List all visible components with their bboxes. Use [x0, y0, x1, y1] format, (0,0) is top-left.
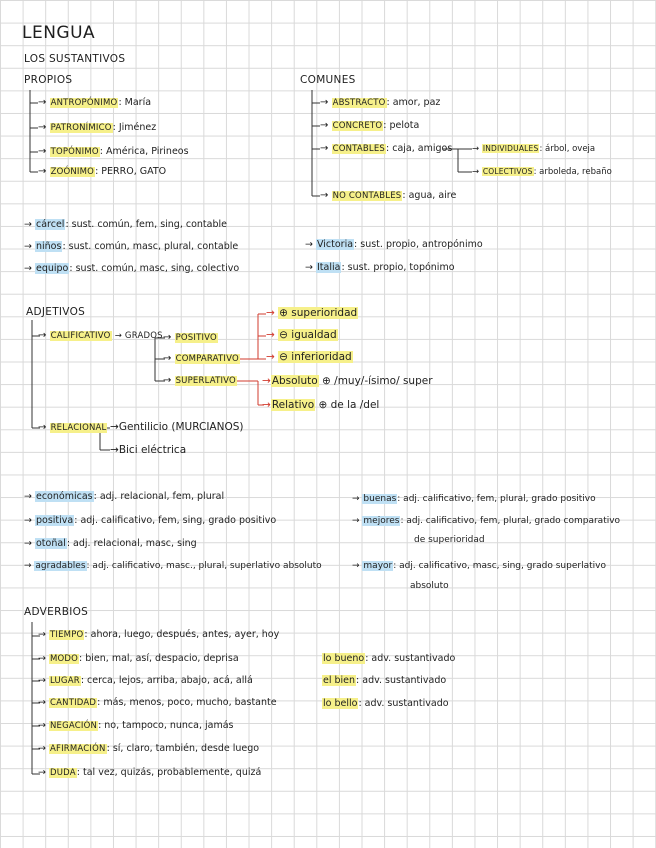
- example-item: → agradables: adj. calificativo, masc., plural, superlativo absoluto: [24, 561, 322, 571]
- adverbio-item: → AFIRMACIÓN: sí, claro, también, desde luego: [38, 743, 260, 754]
- grado-item: → COMPARATIVO: [163, 353, 239, 364]
- example-item: → niños: sust. común, masc, plural, contable: [24, 241, 239, 252]
- relacional-label: → RELACIONAL: [38, 422, 107, 433]
- example-item: → positiva: adj. calificativo, fem, sing, grado positivo: [24, 515, 277, 526]
- calificativo-label: → CALIFICATIVO → GRADOS: [38, 330, 163, 341]
- example-item: → cárcel: sust. común, fem, sing, contable: [24, 219, 227, 230]
- example-item: → equipo: sust. común, masc, sing, colectivo: [24, 263, 240, 274]
- adverbio-example: lo bueno: adv. sustantivado: [323, 653, 456, 664]
- section-heading-adjetivos: ADJETIVOS: [26, 306, 86, 318]
- comunes-item: → CONCRETO: pelota: [320, 120, 420, 131]
- superlativo-item: →Relativo ⊕ de la /del: [262, 399, 380, 411]
- adverbio-item: → CANTIDAD: más, menos, poco, mucho, bastante: [38, 697, 277, 708]
- example-item: → económicas: adj. relacional, fem, plural: [24, 491, 225, 502]
- propios-item: → TOPÓNIMO: América, Pirineos: [38, 146, 189, 157]
- relacional-item: →Gentilicio (MURCIANOS): [110, 421, 244, 433]
- adverbio-item: → TIEMPO: ahora, luego, después, antes, ayer, hoy: [38, 629, 280, 640]
- example-item-continuation: absoluto: [410, 581, 449, 591]
- propios-item: → PATRONÍMICO: Jiménez: [38, 122, 157, 133]
- comunes-item: → CONTABLES: caja, amigos: [320, 143, 453, 154]
- superlativo-item: →Absoluto ⊕ /muy/-ísimo/ super: [262, 375, 433, 387]
- example-item: → mayor: adj. calificativo, masc, sing, grado superlativo: [352, 561, 606, 571]
- comparativo-item: → ⊖ igualdad: [266, 329, 337, 341]
- example-item: → otoñal: adj. relacional, masc, sing: [24, 538, 197, 549]
- propios-item: → ZOÓNIMO: PERRO, GATO: [38, 166, 167, 177]
- example-item: → buenas: adj. calificativo, fem, plural, grado positivo: [352, 494, 596, 504]
- comunes-item: → ABSTRACTO: amor, paz: [320, 97, 441, 108]
- contables-sub-item: → INDIVIDUALES: árbol, oveja: [472, 144, 596, 154]
- comparativo-item: → ⊖ inferioridad: [266, 351, 352, 363]
- page-title: LENGUA: [22, 23, 96, 43]
- example-item: → Victoria: sust. propio, antropónimo: [305, 239, 483, 250]
- propios-heading: PROPIOS: [24, 74, 73, 86]
- example-item: → Italia: sust. propio, topónimo: [305, 262, 455, 273]
- section-heading-adverbios: ADVERBIOS: [24, 606, 89, 618]
- example-item: → mejores: adj. calificativo, fem, plural, grado comparativo: [352, 516, 621, 526]
- section-heading-sustantivos: LOS SUSTANTIVOS: [24, 53, 126, 65]
- propios-item: → ANTROPÓNIMO: María: [38, 97, 152, 108]
- comunes-item: → NO CONTABLES: agua, aire: [320, 190, 457, 201]
- example-item-continuation: de superioridad: [414, 535, 485, 545]
- adverbio-item: → LUGAR: cerca, lejos, arriba, abajo, acá, allá: [38, 675, 253, 686]
- grado-item: → POSITIVO: [163, 332, 217, 343]
- contables-sub-item: → COLECTIVOS: arboleda, rebaño: [472, 167, 612, 177]
- adverbio-item: → DUDA: tal vez, quizás, probablemente, quizá: [38, 767, 262, 778]
- comunes-heading: COMUNES: [300, 74, 356, 86]
- adverbio-item: → NEGACIÓN: no, tampoco, nunca, jamás: [38, 720, 234, 731]
- comparativo-item: → ⊕ superioridad: [266, 307, 358, 319]
- adverbio-item: → MODO: bien, mal, así, despacio, deprisa: [38, 653, 239, 664]
- relacional-item: →Bici eléctrica: [110, 444, 187, 456]
- adverbio-example: lo bello: adv. sustantivado: [323, 698, 449, 709]
- adverbio-example: el bien: adv. sustantivado: [323, 675, 447, 686]
- grado-item: → SUPERLATIVO: [163, 375, 236, 386]
